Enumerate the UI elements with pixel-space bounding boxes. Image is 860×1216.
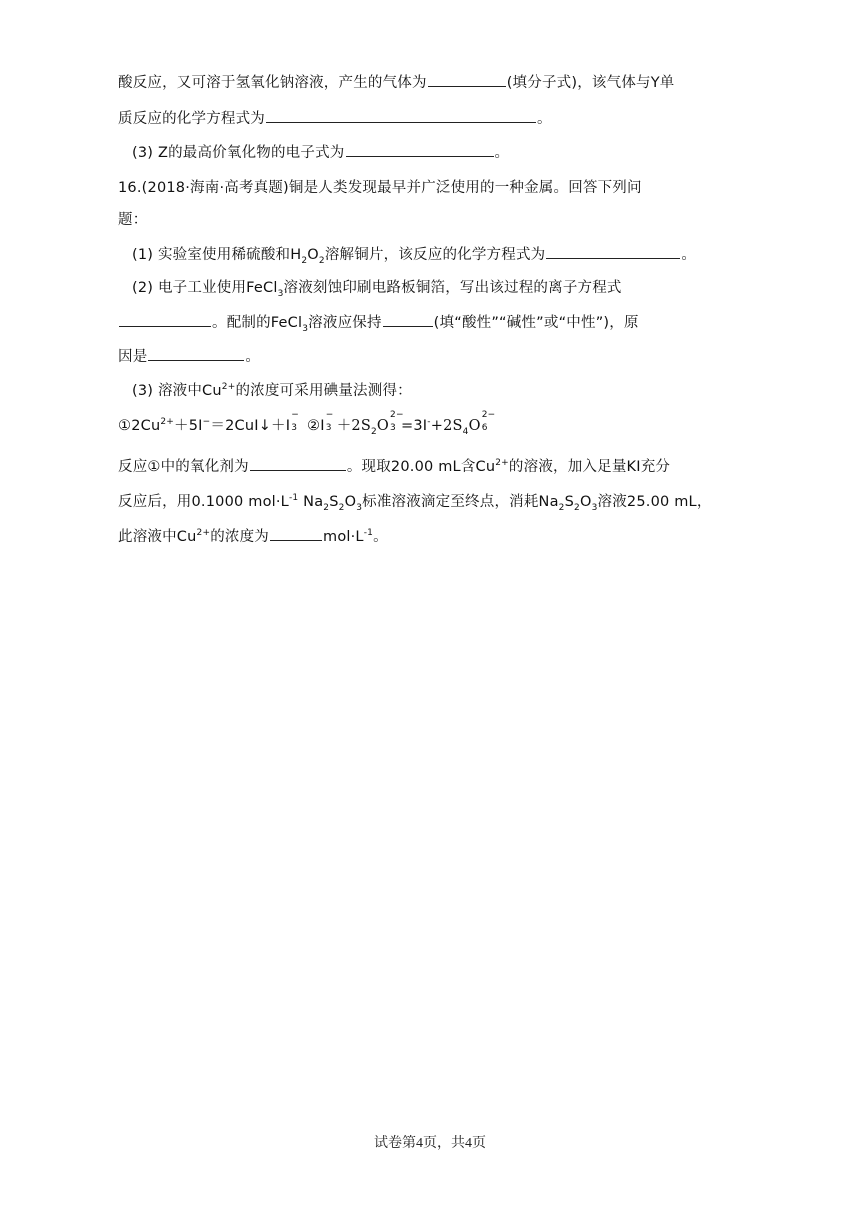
answer-blank[interactable]: [546, 244, 680, 259]
answer-blank[interactable]: [346, 142, 494, 157]
answer-blank[interactable]: [270, 526, 322, 541]
q16-part-3-line-5: 此溶液中$Cu^{2+}$的浓度为 $mol\cdot L^{-1}$。: [118, 526, 388, 547]
q15-line-2: 质反应的化学方程式为 。: [118, 108, 552, 129]
q15-line-1: 酸反应，又可溶于氢氧化钠溶液，产生的气体为 (填分子式)，该气体与Y单: [118, 72, 674, 93]
question-source: (2018·海南·高考真题): [141, 180, 289, 196]
question-number: 16.: [118, 180, 142, 196]
triiodide-charge: − 3: [291, 410, 299, 433]
q16-part-1: (1) 实验室使用稀硫酸和$H_2O_2$溶解铜片，该反应的化学方程式为 。: [132, 244, 696, 265]
answer-blank[interactable]: [428, 72, 506, 87]
q16-part-3: (3) 溶液中$Cu^{2+}$的浓度可采用碘量法测得：: [132, 382, 412, 399]
q16-part-3-line-3: 反应①中的氧化剂为 。现取20.00 mL含$Cu^{2+}$的溶液，加入足量KI充分: [118, 456, 670, 477]
tetrathionate-charge: 2− 6: [481, 410, 496, 433]
answer-blank[interactable]: [266, 108, 536, 123]
q16-part-2-line-3: 因是 。: [118, 346, 260, 367]
q15-part-3: (3) Z的最高价氧化物的电子式为 。: [132, 142, 509, 163]
minus-sign: −: [202, 417, 211, 428]
thiosulfate-charge: 2− 3: [390, 410, 404, 433]
iodometry-equations: $①2Cu^{2+}+5I^-=2CuI↓+I$ − 3 ②I − 3 $+2S_2O$ 2− 3 $=3I^-+2S_4O$ 2− 6: [118, 410, 496, 437]
answer-blank[interactable]: [383, 312, 433, 327]
page-footer: 试卷第4页，共4页: [374, 1136, 486, 1151]
q16-stem-line-2: 题：: [118, 212, 148, 228]
answer-blank[interactable]: [119, 312, 211, 327]
q16-part-2-line-2: 。配制的FeCl$_3$溶液应保持 (填“酸性”“碱性”或“中性”)，原: [118, 312, 639, 333]
q16-part-3-line-4: 反应后，用0.1000 $mol\cdot L^{-1}$ $Na_2S_2O_3$标准溶液滴定至终点，消耗$Na_2S_2O_3$溶液25.00 mL，: [118, 493, 712, 513]
q16-part-2-line-1: (2) 电子工业使用FeCl$_3$溶液刻蚀印刷电路板铜箔，写出该过程的离子方程式: [132, 280, 622, 299]
q16-stem-line-1: 16.(2018·海南·高考真题)铜是人类发现最早并广泛使用的一种金属。回答下列问: [118, 180, 642, 196]
answer-blank[interactable]: [148, 346, 244, 361]
answer-blank[interactable]: [250, 456, 346, 471]
triiodide-charge: − 3: [325, 410, 334, 433]
